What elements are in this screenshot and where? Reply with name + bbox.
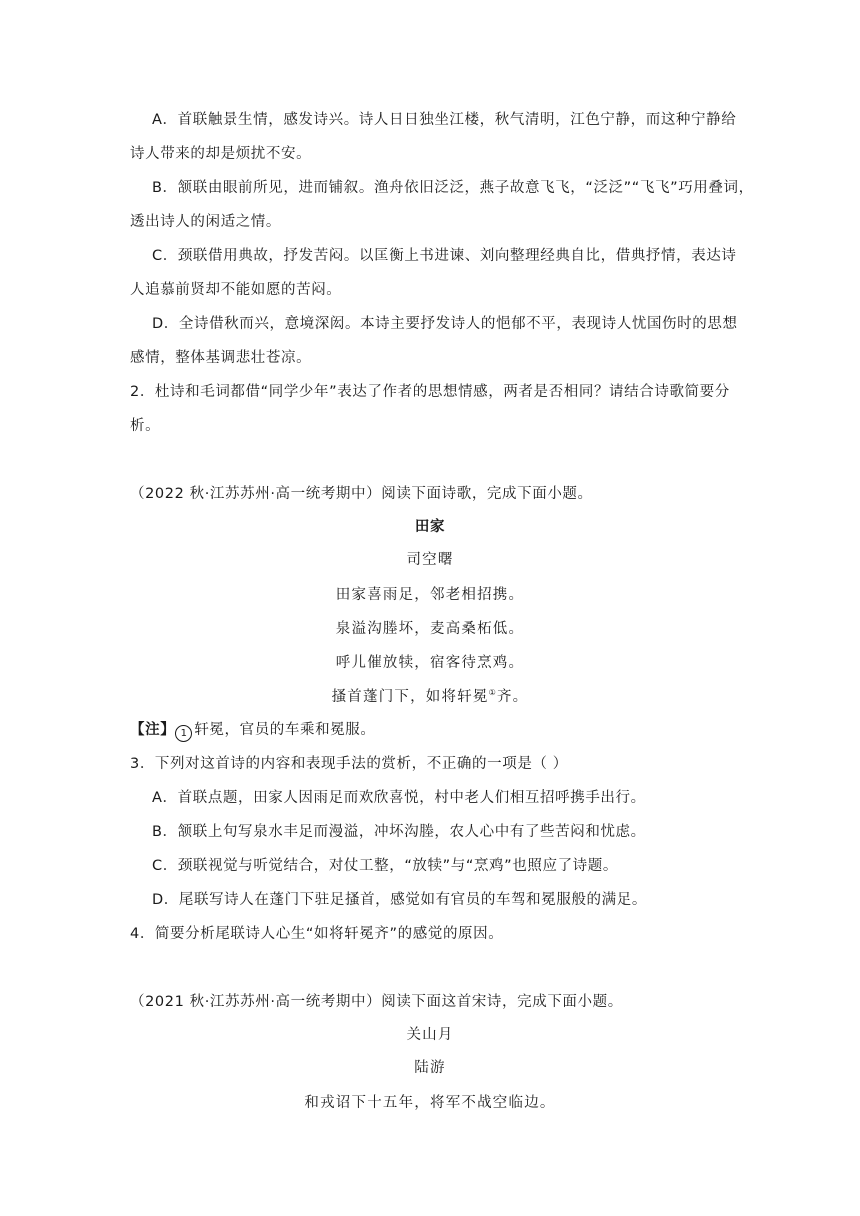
q3-option-c: C．颈联视觉与听觉结合，对仗工整，“放犊”与“烹鸡”也照应了诗题。 — [152, 858, 618, 874]
option-a-line1: A．首联触景生情，感发诗兴。诗人日日独坐江楼，秋气清明，江色宁静，而这种宁静给 — [152, 112, 737, 128]
section-2-intro: （2022 秋·江苏苏州·高一统考期中）阅读下面诗歌，完成下面小题。 — [130, 486, 593, 502]
option-c-line2: 人追慕前贤却不能如愿的苦闷。 — [130, 282, 342, 298]
poem-2-author: 陆游 — [414, 1060, 446, 1076]
question-2-line2: 析。 — [130, 418, 161, 434]
q3-option-d: D．尾联写诗人在蓬门下驻足搔首，感觉如有官员的车驾和冕服般的满足。 — [152, 892, 647, 908]
poem-title: 田家 — [414, 519, 446, 535]
q3-option-a: A．首联点题，田家人因雨足而欢欣喜悦，村中老人们相互招呼携手出行。 — [152, 790, 646, 806]
q3-option-b: B．颔联上句写泉水丰足而漫溢，冲坏沟塍，农人心中有了些苦闷和忧虑。 — [152, 824, 646, 840]
poem-verse-2: 泉溢沟塍坏，麦高桑柘低。 — [335, 621, 525, 637]
verse-4-text: 搔首蓬门下，如将轩冕 — [331, 689, 489, 705]
verse-4-end: 齐。 — [496, 689, 529, 705]
poem-2-verse-1: 和戎诏下十五年，将军不战空临边。 — [304, 1095, 556, 1111]
option-b-line1: B．颔联由眼前所见，进而铺叙。渔舟依旧泛泛，燕子故意飞飞，“泛泛”“飞飞”巧用叠词， — [152, 180, 754, 196]
question-3: 3．下列对这首诗的内容和表现手法的赏析，不正确的一项是（ ） — [130, 756, 568, 772]
question-2-line1: 2．杜诗和毛词都借“同学少年”表达了作者的思想情感，两者是否相同？请结合诗歌简要分 — [130, 384, 730, 400]
note-text: 轩冕，官员的车乘和冕服。 — [194, 722, 376, 738]
section-3-intro: （2021 秋·江苏苏州·高一统考期中）阅读下面这首宋诗，完成下面小题。 — [130, 994, 623, 1010]
poem-note — [130, 720, 376, 742]
option-a-line2: 诗人带来的却是烦扰不安。 — [130, 146, 312, 162]
option-b-line2: 透出诗人的闲适之情。 — [130, 214, 281, 230]
option-c-line1: C．颈联借用典故，抒发苦闷。以匡衡上书进谏、刘向整理经典自比，借典抒情，表达诗 — [152, 248, 737, 264]
poem-verse-1: 田家喜雨足，邻老相招携。 — [335, 587, 525, 603]
poem-verse-3: 呼儿催放犊，宿客待烹鸡。 — [335, 655, 525, 671]
note-number: 1 — [175, 725, 192, 742]
question-4: 4．简要分析尾联诗人心生“如将轩冕齐”的感觉的原因。 — [130, 926, 504, 942]
footnote-marker: ① — [488, 688, 497, 698]
poem-verse-4 — [0, 687, 860, 707]
option-d-line2: 感情，整体基调悲壮苍凉。 — [130, 350, 312, 366]
poem-author: 司空曙 — [406, 552, 454, 568]
poem-2-title: 关山月 — [406, 1027, 454, 1043]
note-label: 【注】 — [130, 722, 176, 738]
option-d-line1: D．全诗借秋而兴，意境深闳。本诗主要抒发诗人的悒郁不平，表现诗人忧国伤时的思想 — [152, 316, 738, 332]
